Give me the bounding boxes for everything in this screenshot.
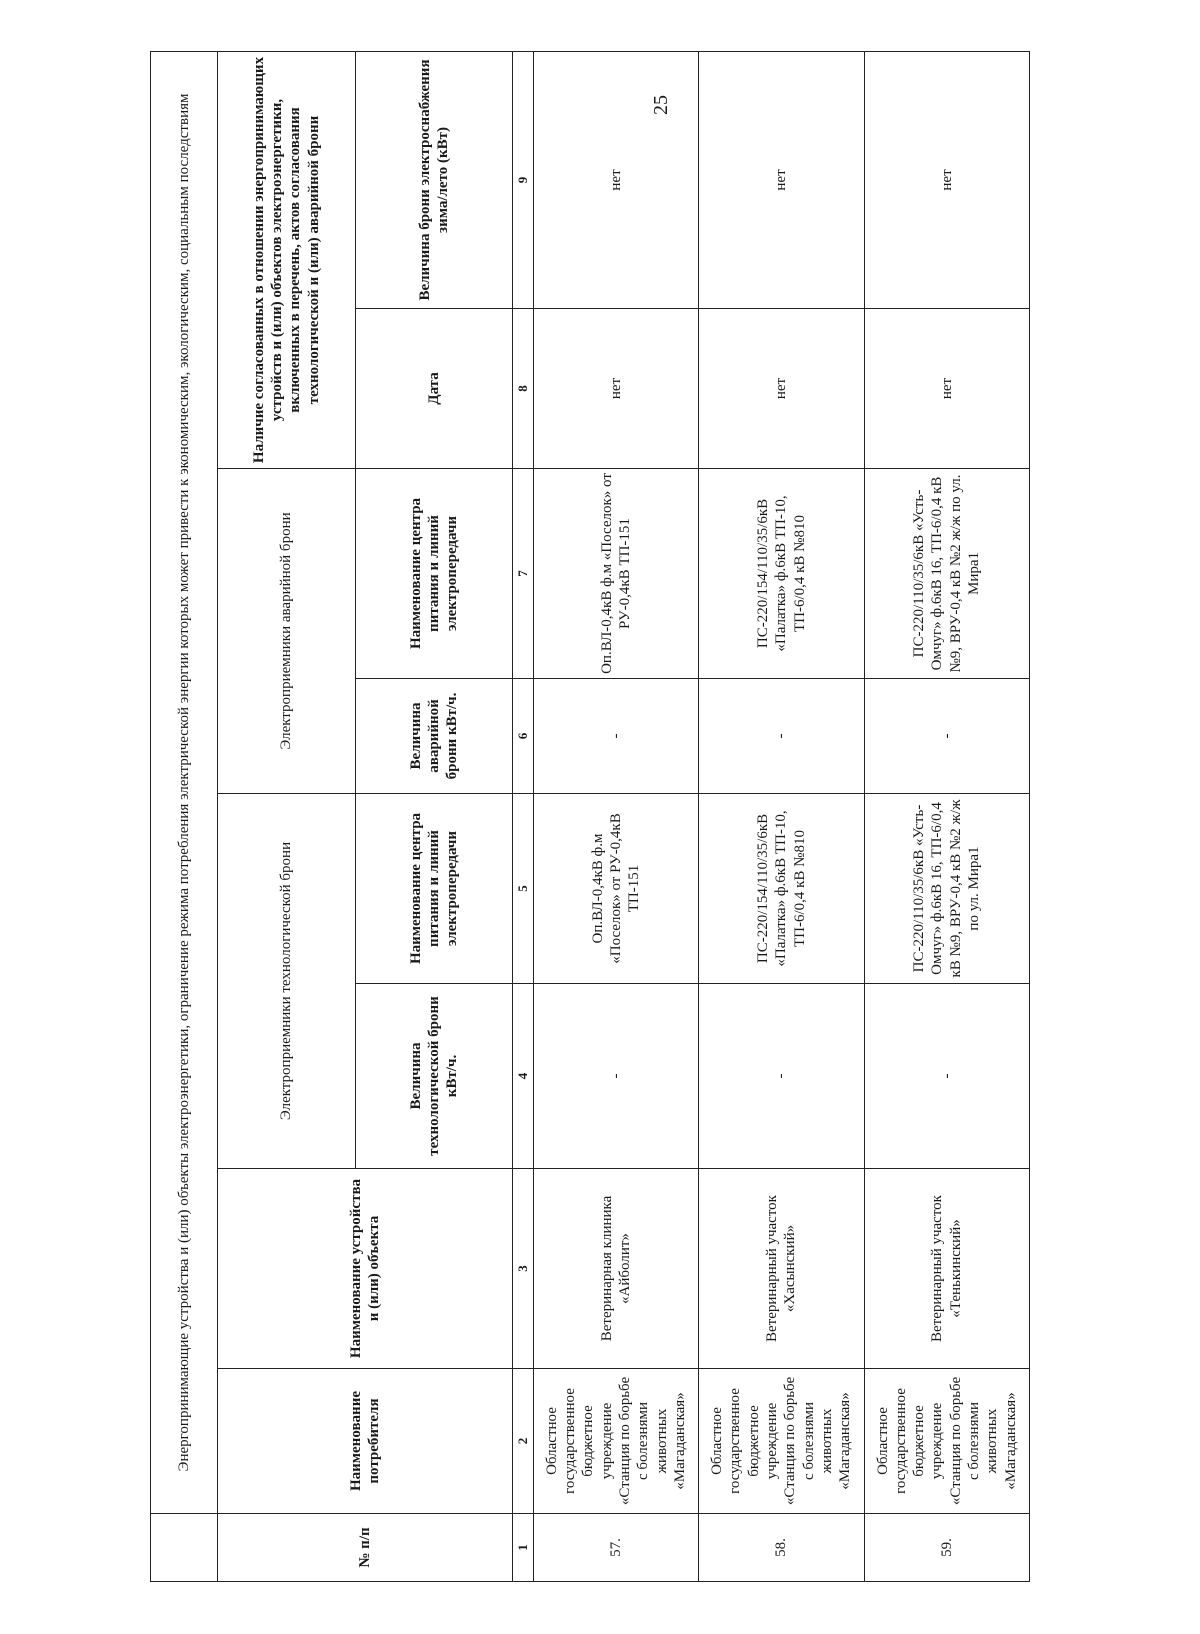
table-row xyxy=(533,51,698,1581)
header-tech-value: Величина технологической брони кВт/ч. xyxy=(355,984,512,1169)
header-object: Наименование устройства и (или) объекта xyxy=(217,1169,512,1369)
row-avar-value: - xyxy=(533,679,698,794)
row-object: Ветеринарный участок «Хасынский» xyxy=(699,1169,864,1369)
row-tech-value: - xyxy=(533,984,698,1169)
row-avar-center: ПС-220/154/110/35/6кВ «Палатка» ф.6кВ ТП-10, ТП-6/0,4 кВ №810 xyxy=(699,469,864,679)
column-number: 4 xyxy=(513,984,533,1169)
row-consumer: Областное государственное бюджетное учреждение «Станция по борьбе с болезнями животных «Магаданская» xyxy=(533,1369,698,1514)
column-number: 7 xyxy=(513,469,533,679)
page-number: 25 xyxy=(650,95,672,115)
column-number: 3 xyxy=(513,1169,533,1369)
column-number: 9 xyxy=(513,51,533,308)
row-reserve: нет xyxy=(864,51,1029,308)
row-object: Ветеринарный участок «Тенькинский» xyxy=(864,1169,1029,1369)
row-consumer: Областное государственное бюджетное учреждение «Станция по борьбе с болезнями животных «Магаданская» xyxy=(864,1369,1029,1514)
row-avar-center: ПС-220/110/35/6кВ «Усть-Омчуг» ф.6кВ 16, ТП-6/0,4 кВ №9, ВРУ-0,4 кВ №2 ж/ж по ул. Мира1 xyxy=(864,469,1029,679)
header-group-acts: Наличие согласованных в отношении энергопринимающих устройств и (или) объектов электроэнергетики, включенных в перечень, актов согласования технологической и (или) аварийной брони xyxy=(217,51,355,468)
column-number: 8 xyxy=(513,309,533,469)
row-tech-center: ПС-220/110/35/6кВ «Усть-Омчуг» ф.6кВ 16, ТП-6/0,4 кВ №9, ВРУ-0,4 кВ №2 ж/ж по ул. Мира1 xyxy=(864,794,1029,984)
row-avar-value: - xyxy=(864,679,1029,794)
column-number: 5 xyxy=(513,794,533,984)
row-tech-value: - xyxy=(699,984,864,1169)
header-empty xyxy=(151,1514,218,1582)
header-tech-center: Наименование центра питания и линий электропередачи xyxy=(355,794,512,984)
row-reserve: нет xyxy=(699,51,864,308)
row-tech-center: Оп.ВЛ-0,4кВ ф.м «Поселок» от РУ-0,4кВ ТП-151 xyxy=(533,794,698,984)
header-group-tech: Электроприемники технологической брони xyxy=(217,794,355,1169)
table-title: Энергопринимающие устройства и (или) объекты электроэнергетики, ограничение режима потребления электрической энергии которых может привести к экономическим, экологическим, социальным последствиям xyxy=(151,51,218,1513)
row-date: нет xyxy=(864,309,1029,469)
reserve-table xyxy=(150,51,1030,1582)
column-number: 1 xyxy=(513,1514,533,1582)
row-tech-value: - xyxy=(864,984,1029,1169)
row-num: 57. xyxy=(533,1514,698,1582)
row-date: нет xyxy=(699,309,864,469)
header-group-avar: Электроприемники аварийной брони xyxy=(217,469,355,794)
column-number: 2 xyxy=(513,1369,533,1514)
rotated-table-container xyxy=(150,52,1030,1582)
row-avar-value: - xyxy=(699,679,864,794)
table-row xyxy=(699,51,864,1581)
row-date: нет xyxy=(533,309,698,469)
header-avar-center: Наименование центра питания и линий электропередачи xyxy=(355,469,512,679)
header-avar-value: Величина аварийной брони кВт/ч. xyxy=(355,679,512,794)
header-reserve: Величина брони электроснабжения зима/лето (кВт) xyxy=(355,51,512,308)
header-num: № п/п xyxy=(217,1514,512,1582)
column-number: 6 xyxy=(513,679,533,794)
header-date: Дата xyxy=(355,309,512,469)
row-num: 58. xyxy=(699,1514,864,1582)
row-object: Ветеринарная клиника «Айболит» xyxy=(533,1169,698,1369)
row-num: 59. xyxy=(864,1514,1029,1582)
row-reserve: нет xyxy=(533,51,698,308)
row-avar-center: Оп.ВЛ-0,4кВ ф.м «Поселок» от РУ-0,4кВ ТП-151 xyxy=(533,469,698,679)
header-consumer: Наименование потребителя xyxy=(217,1369,512,1514)
row-consumer: Областное государственное бюджетное учреждение «Станция по борьбе с болезнями животных «Магаданская» xyxy=(699,1369,864,1514)
row-tech-center: ПС-220/154/110/35/6кВ «Палатка» ф.6кВ ТП-10, ТП-6/0,4 кВ №810 xyxy=(699,794,864,984)
table-row xyxy=(864,51,1029,1581)
